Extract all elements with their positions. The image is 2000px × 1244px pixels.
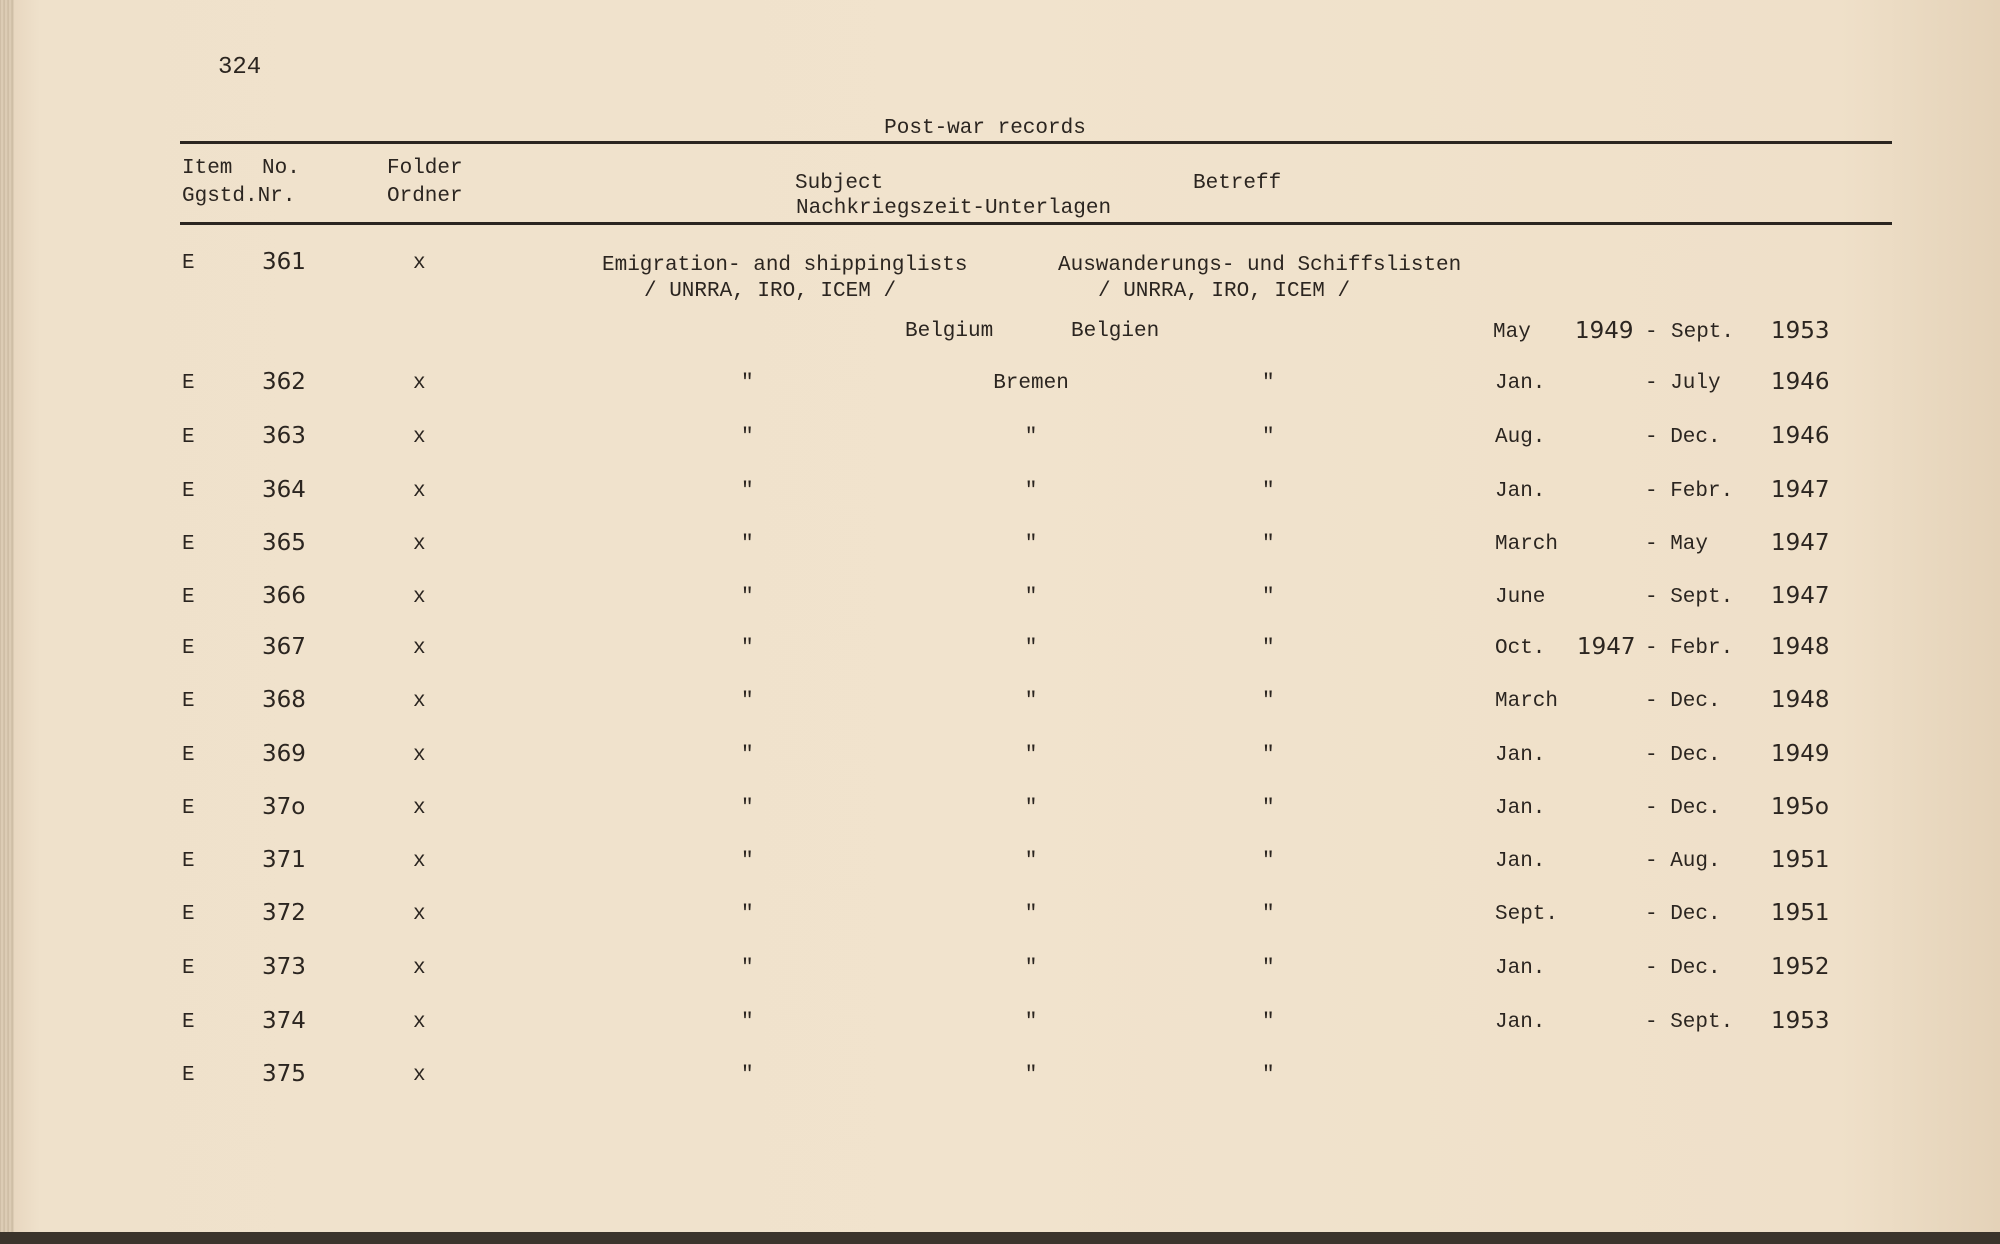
betreff-ditto: ": [1262, 957, 1275, 980]
folder-mark: x: [413, 690, 426, 713]
to-year: 1946: [1771, 369, 1830, 395]
item-number: 374: [262, 1008, 306, 1034]
item-number: 373: [262, 954, 306, 980]
betreff-line-2: / UNRRA, IRO, ICEM /: [1098, 280, 1351, 303]
item-number: 366: [262, 583, 306, 609]
from-month: March: [1495, 533, 1559, 556]
to-year: 1951: [1771, 847, 1830, 873]
betreff-ditto: ": [1262, 533, 1275, 556]
subject-ditto: ": [741, 903, 754, 926]
title-english: Post-war records: [800, 116, 1170, 144]
betreff-ditto: ": [1262, 1064, 1275, 1087]
item-code: E: [182, 252, 195, 275]
subject-ditto: ": [741, 850, 754, 873]
to-month: - Dec.: [1645, 426, 1721, 449]
item-code: E: [182, 533, 195, 556]
place-value: ": [1024, 797, 1038, 820]
folder-mark: x: [413, 426, 426, 449]
from-month: Jan.: [1495, 372, 1546, 395]
to-year: 1948: [1771, 634, 1830, 660]
place-value: ": [1024, 957, 1038, 980]
betreff-ditto: ": [1262, 797, 1275, 820]
date-dash: -: [1645, 321, 1658, 344]
folder-mark: x: [413, 797, 426, 820]
item-number: 361: [262, 249, 306, 275]
header-top-rule: [180, 141, 1892, 144]
item-code: E: [182, 690, 195, 713]
subject-line-2: / UNRRA, IRO, ICEM /: [644, 280, 897, 303]
from-month: March: [1495, 690, 1559, 713]
folder-mark: x: [413, 957, 426, 980]
from-month: Oct.: [1495, 637, 1546, 660]
to-year: 1953: [1771, 1008, 1830, 1034]
header-item: Item: [182, 157, 233, 180]
item-code: E: [182, 903, 195, 926]
subject-ditto: ": [741, 426, 754, 449]
header-betreff: Betreff: [1193, 172, 1282, 195]
to-month: - July: [1645, 372, 1721, 395]
header-bottom-rule: [180, 222, 1892, 225]
from-month: June: [1495, 586, 1546, 609]
item-number: 363: [262, 423, 306, 449]
betreff-ditto: ": [1262, 1011, 1275, 1034]
subject-ditto: ": [741, 637, 754, 660]
from-month: Jan.: [1495, 480, 1546, 503]
folder-mark: x: [413, 637, 426, 660]
place-value: ": [1024, 850, 1038, 873]
place-value: ": [1024, 480, 1038, 503]
from-month: Jan.: [1495, 850, 1546, 873]
to-year: 1951: [1771, 900, 1830, 926]
place-value: ": [1024, 586, 1038, 609]
folder-mark: x: [413, 903, 426, 926]
place-value: ": [1024, 1064, 1038, 1087]
item-number: 367: [262, 634, 306, 660]
to-month: - Dec.: [1645, 957, 1721, 980]
item-number: 37o: [262, 794, 306, 820]
folder-mark: x: [413, 1064, 426, 1087]
header-ordner: Ordner: [387, 185, 463, 208]
header-ggstd-nr: Ggstd.Nr.: [182, 185, 296, 208]
item-code: E: [182, 372, 195, 395]
to-month: - Aug.: [1645, 850, 1721, 873]
betreff-ditto: ": [1262, 744, 1275, 767]
folder-mark: x: [413, 586, 426, 609]
date-from-year: 1949: [1575, 318, 1634, 344]
to-month: - Sept.: [1645, 586, 1734, 609]
header-subject: Subject: [795, 172, 884, 195]
from-year: 1947: [1577, 634, 1636, 660]
item-code: E: [182, 1064, 195, 1087]
item-code: E: [182, 797, 195, 820]
document-title: [796, 64, 1170, 274]
betreff-ditto: ": [1262, 850, 1275, 873]
item-code: E: [182, 426, 195, 449]
item-number: 364: [262, 477, 306, 503]
item-code: E: [182, 586, 195, 609]
folder-mark: x: [413, 744, 426, 767]
subject-ditto: ": [741, 480, 754, 503]
folder-mark: x: [413, 252, 426, 275]
betreff-line-1: Auswanderungs- und Schiffslisten: [1058, 254, 1462, 277]
to-month: - Sept.: [1645, 1011, 1734, 1034]
betreff-ditto: ": [1262, 426, 1275, 449]
to-month: - Febr.: [1645, 637, 1734, 660]
item-code: E: [182, 637, 195, 660]
place-value: Bremen: [993, 372, 1069, 395]
to-month: - Dec.: [1645, 690, 1721, 713]
betreff-ditto: ": [1262, 690, 1275, 713]
to-year: 1948: [1771, 687, 1830, 713]
folder-mark: x: [413, 1011, 426, 1034]
item-code: E: [182, 957, 195, 980]
to-year: 1947: [1771, 477, 1830, 503]
place-value: ": [1024, 637, 1038, 660]
from-month: Jan.: [1495, 1011, 1546, 1034]
betreff-ditto: ": [1262, 480, 1275, 503]
item-number: 372: [262, 900, 306, 926]
item-number: 365: [262, 530, 306, 556]
betreff-ditto: ": [1262, 372, 1275, 395]
from-month: Aug.: [1495, 426, 1546, 449]
subject-ditto: ": [741, 533, 754, 556]
item-code: E: [182, 1011, 195, 1034]
to-month: - Febr.: [1645, 480, 1734, 503]
subject-line-1: Emigration- and shippinglists: [602, 254, 968, 277]
place-value: ": [1024, 1011, 1038, 1034]
page-bottom-edge: [0, 1232, 2000, 1244]
folder-mark: x: [413, 533, 426, 556]
place-value: ": [1024, 426, 1038, 449]
betreff-ditto: ": [1262, 903, 1275, 926]
date-to-month: Sept.: [1671, 321, 1735, 344]
page-number: 324: [218, 54, 262, 81]
item-number: 362: [262, 369, 306, 395]
from-month: Jan.: [1495, 957, 1546, 980]
item-number: 369: [262, 741, 306, 767]
place-value: ": [1024, 903, 1038, 926]
title-german: Nachkriegszeit-Unterlagen: [796, 197, 1112, 220]
subject-ditto: ": [741, 586, 754, 609]
to-year: 195o: [1771, 794, 1829, 820]
to-month: - May: [1645, 533, 1709, 556]
item-number: 371: [262, 847, 306, 873]
subject-ditto: ": [741, 797, 754, 820]
subject-ditto: ": [741, 372, 754, 395]
header-folder: Folder: [387, 157, 463, 180]
page-binding-edge: [0, 0, 14, 1238]
header-no: No.: [262, 157, 300, 180]
folder-mark: x: [413, 850, 426, 873]
place-english: Belgium: [905, 320, 994, 343]
to-month: - Dec.: [1645, 744, 1721, 767]
folder-mark: x: [413, 480, 426, 503]
place-german: Belgien: [1071, 320, 1160, 343]
item-code: E: [182, 850, 195, 873]
to-month: - Dec.: [1645, 797, 1721, 820]
from-month: Jan.: [1495, 744, 1546, 767]
place-value: ": [1024, 690, 1038, 713]
subject-ditto: ": [741, 957, 754, 980]
subject-ditto: ": [741, 744, 754, 767]
item-number: 368: [262, 687, 306, 713]
to-year: 1947: [1771, 583, 1830, 609]
from-month: Sept.: [1495, 903, 1559, 926]
subject-ditto: ": [741, 1011, 754, 1034]
to-year: 1947: [1771, 530, 1830, 556]
subject-ditto: ": [741, 690, 754, 713]
to-year: 1949: [1771, 741, 1830, 767]
to-year: 1952: [1771, 954, 1830, 980]
to-month: - Dec.: [1645, 903, 1721, 926]
betreff-ditto: ": [1262, 637, 1275, 660]
betreff-ditto: ": [1262, 586, 1275, 609]
folder-mark: x: [413, 372, 426, 395]
item-code: E: [182, 744, 195, 767]
subject-ditto: ": [741, 1064, 754, 1087]
date-from-month: May: [1493, 321, 1531, 344]
place-value: ": [1024, 533, 1038, 556]
item-number: 375: [262, 1061, 306, 1087]
from-month: Jan.: [1495, 797, 1546, 820]
to-year: 1946: [1771, 423, 1830, 449]
item-code: E: [182, 480, 195, 503]
date-to-year: 1953: [1771, 318, 1830, 344]
place-value: ": [1024, 744, 1038, 767]
